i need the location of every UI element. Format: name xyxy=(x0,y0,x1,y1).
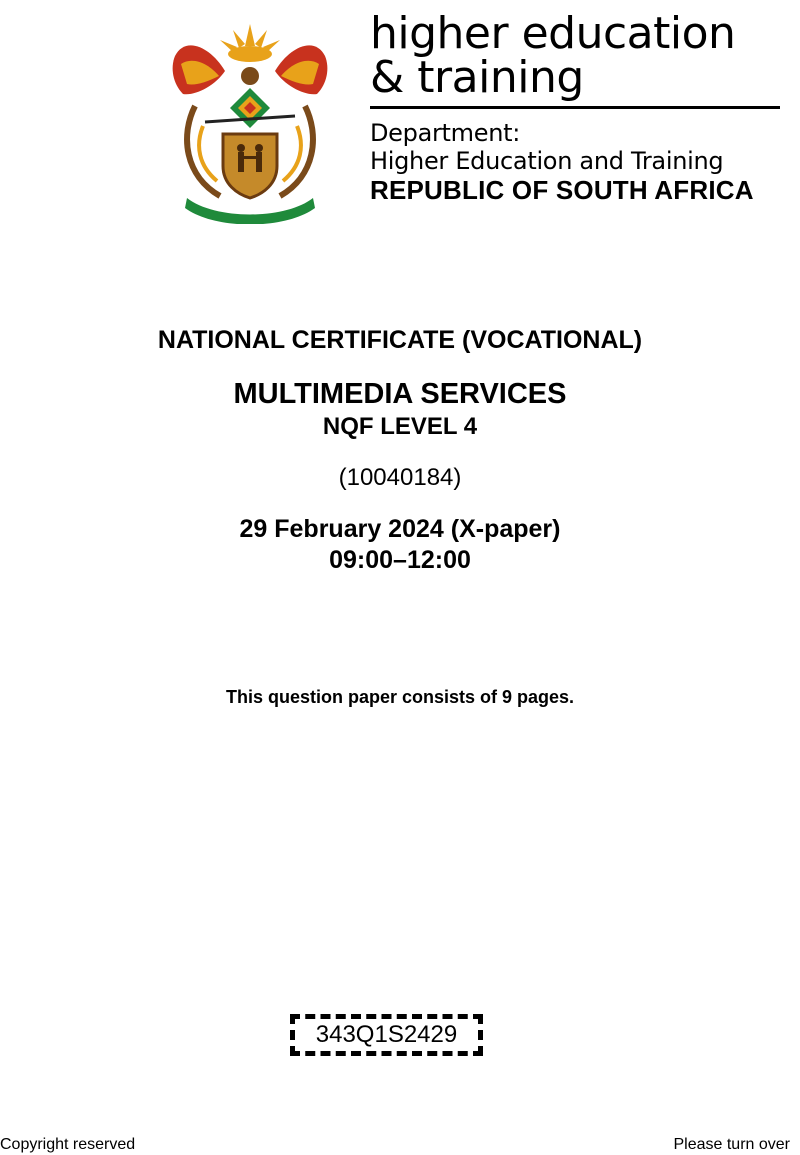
department-name xyxy=(370,119,785,205)
certificate-title: NATIONAL CERTIFICATE (VOCATIONAL) xyxy=(157,326,643,354)
footer-copyright: Copyright reserved xyxy=(0,1136,136,1153)
brand-line-2: & training xyxy=(370,52,584,103)
page-count-note: This question paper consists of 9 pages. xyxy=(225,687,575,707)
footer-turn-over: Please turn over xyxy=(673,1136,790,1153)
department-brand-block xyxy=(370,8,785,205)
paper-code: 343Q1S2429 xyxy=(315,1021,458,1048)
dept-label: Department: xyxy=(370,119,521,147)
dept-name: Higher Education and Training xyxy=(370,147,724,175)
exam-date: 29 February 2024 (X-paper) xyxy=(239,515,561,543)
nqf-level: NQF LEVEL 4 xyxy=(322,413,478,440)
exam-time: 09:00–12:00 xyxy=(329,546,471,574)
brand-line-1: higher education xyxy=(370,8,736,59)
coat-of-arms-emblem xyxy=(165,16,335,224)
country-name: REPUBLIC OF SOUTH AFRICA xyxy=(370,175,754,205)
paper-code-box xyxy=(290,1014,483,1056)
subject-title: MULTIMEDIA SERVICES xyxy=(233,378,567,410)
subject-code: (10040184) xyxy=(338,464,462,491)
brand-divider xyxy=(370,106,780,109)
